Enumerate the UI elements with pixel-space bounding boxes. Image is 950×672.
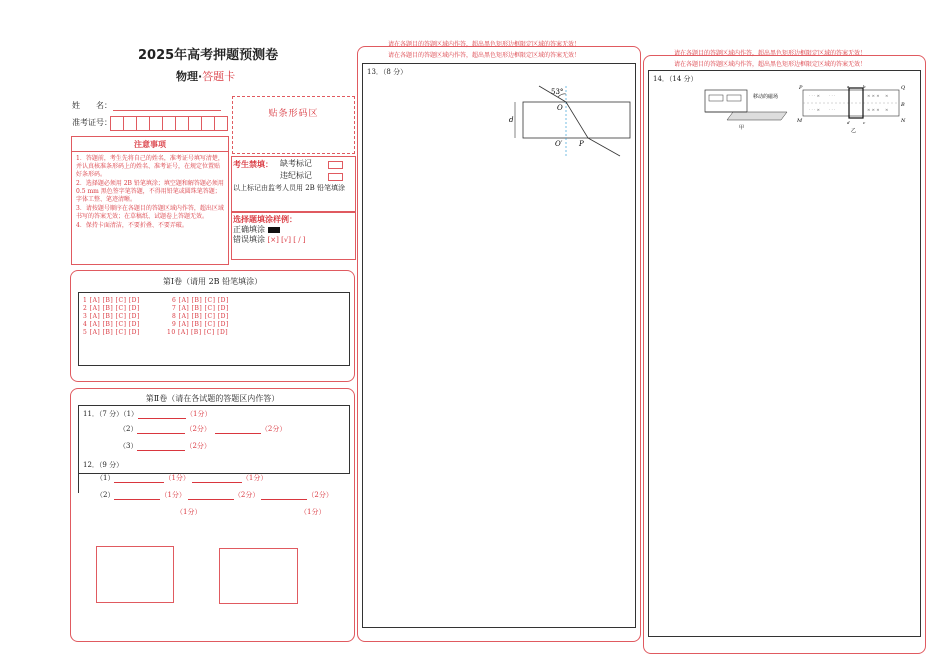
answer-card-label: 答题卡 <box>202 70 236 83</box>
notice-item-1: 1．答题前，考生先将自己的姓名，准考证号填写清楚，并认真核准条形码上的姓名、准考证号，在规定位置贴好条形码。 <box>76 155 224 178</box>
name-label: 姓 名： <box>72 101 112 110</box>
part1-title: 第Ⅰ卷（请用 2B 铅笔填涂） <box>162 277 263 286</box>
choice-row[interactable]: 9 [A] [B] [C] [D] <box>172 321 229 328</box>
q11-sub3: （3） <box>119 442 138 450</box>
q13-figure <box>505 84 635 160</box>
point-label: c <box>863 120 866 125</box>
violation-mark-box[interactable] <box>328 173 343 181</box>
fig-b-label: 乙 <box>851 128 857 134</box>
correct-fill-sample <box>268 227 280 233</box>
choice-row[interactable]: 7 [A] [B] [C] [D] <box>172 305 229 312</box>
id-number-boxes[interactable] <box>110 116 228 131</box>
q12-points-3: （1分） <box>160 491 186 499</box>
subject-line <box>176 68 235 84</box>
notice-item-4: 4．保持卡面清洁，不要折叠、不要弄破。 <box>76 222 188 229</box>
warning-top-2: 请在各题目的答题区域内作答，超出黑色矩形边框限定区域的答案无效！ <box>388 52 581 59</box>
point-label: a <box>847 84 850 89</box>
q11-blank-1[interactable] <box>138 410 186 419</box>
svg-text:· · ·: · · · <box>829 107 836 112</box>
svg-text:× × ×: × × × <box>867 107 880 112</box>
choice-row[interactable]: 4 [A] [B] [C] [D] <box>83 321 140 328</box>
notice-title: 注意事项 <box>72 137 228 152</box>
svg-text:· · · ×: · · · × <box>809 107 820 112</box>
point-label: N <box>901 118 906 124</box>
warning-top-4: 请在各题目的答题区域内作答，超出黑色矩形边框限定区域的答案无效！ <box>674 61 867 68</box>
barcode-label: 贴条形码区 <box>268 109 319 119</box>
q12-points-6: （1分） <box>176 508 202 516</box>
moving-field-label: 移动的磁场 <box>753 94 779 100</box>
point-o-prime: O′ <box>555 140 563 148</box>
thickness-d: d <box>509 116 514 124</box>
q12-points-7: （1分） <box>300 508 326 516</box>
q12-blank-2[interactable] <box>192 474 242 483</box>
warning-top-3: 请在各题目的答题区域内作答，超出黑色矩形边框限定区域的答案无效！ <box>674 50 867 57</box>
notice-box <box>71 136 229 265</box>
emergent-ray <box>588 138 620 156</box>
barcode-area <box>232 96 355 154</box>
point-label: d <box>847 120 850 125</box>
q11-answer-area <box>78 405 350 474</box>
q12-left-border <box>78 473 79 493</box>
q12-points-2: （1分） <box>241 474 268 482</box>
q12-label: 12．（9 分） <box>83 461 124 469</box>
q11-sub2: （2） <box>119 425 138 433</box>
point-label: M <box>797 118 803 124</box>
q14-figure-b <box>797 84 907 134</box>
q11-blank-2[interactable] <box>137 425 185 434</box>
q12-sub1: （1） <box>96 474 115 482</box>
svg-text:· · · ×: · · · × <box>809 93 820 98</box>
point-o: O <box>557 104 563 112</box>
q11-points-3: （2分） <box>260 425 287 433</box>
svg-text:×: × <box>885 93 889 98</box>
q11-points-2: （2分） <box>185 425 211 433</box>
wrong-fill-label: 错误填涂 <box>233 235 265 244</box>
glass-slab <box>523 102 630 138</box>
point-label: P <box>799 85 803 91</box>
q11-blank-4[interactable] <box>137 442 185 451</box>
q14-figure-a <box>703 86 789 130</box>
violation-mark-label: 违纪标记 <box>280 171 312 180</box>
exam-ban-title: 考生禁填： <box>233 159 273 169</box>
q12-points-1: （1分） <box>164 474 190 482</box>
q11-points-1: （1分） <box>186 410 212 418</box>
fig-a-label: 甲 <box>739 125 745 130</box>
fill-example-title: 选择题填涂样例： <box>233 214 297 224</box>
warning-top-1: 请在各题目的答题区域内作答，超出黑色矩形边框限定区域的答案无效！ <box>388 41 581 48</box>
subject-label: 物理· <box>176 70 203 83</box>
absent-mark-box[interactable] <box>328 161 343 169</box>
svg-text:· · ·: · · · <box>829 93 836 98</box>
choice-row[interactable]: 3 [A] [B] [C] [D] <box>83 313 140 320</box>
page-title: 2025年高考押题预测卷 <box>138 48 279 63</box>
part2-title: 第Ⅱ卷（请在各试题的答题区内作答） <box>145 394 280 403</box>
q14-answer-area <box>648 70 921 637</box>
q14-label: 14．（14 分） <box>653 75 698 83</box>
notice-item-2: 2．选择题必须用 2B 铅笔填涂；填空题和解答题必须用 0.5 mm 黑色签字笔答题，不得用铅笔或圆珠笔答题；字体工整、笔迹清晰。 <box>76 180 224 203</box>
q12-blank-4[interactable] <box>188 491 234 500</box>
part1-choice-grid <box>78 292 350 366</box>
choice-row[interactable]: 10 [A] [B] [C] [D] <box>167 329 229 336</box>
choice-row[interactable]: 1 [A] [B] [C] [D] <box>83 297 140 304</box>
choice-row[interactable]: 2 [A] [B] [C] [D] <box>83 305 140 312</box>
choice-row[interactable]: 5 [A] [B] [C] [D] <box>83 329 140 336</box>
name-field[interactable] <box>113 110 221 111</box>
correct-fill-label: 正确填涂 <box>233 225 265 234</box>
svg-text:× × ×: × × × <box>867 93 880 98</box>
id-label: 准考证号： <box>72 118 112 127</box>
angle-label: 53° <box>551 88 564 96</box>
notice-item-3: 3．请按题号顺序在各题目的答题区域内作答，超出区域书写的答案无效；在草稿纸、试题卷上答题无效。 <box>76 205 224 220</box>
q12-draw-box-2[interactable] <box>219 548 298 604</box>
q12-sub2: （2） <box>96 491 115 499</box>
point-label: b <box>863 84 866 89</box>
wrong-fill-samples: [×] [√] [ / ] <box>267 236 306 244</box>
q12-points-5: （2分） <box>307 491 333 499</box>
q12-blank-1[interactable] <box>114 474 164 483</box>
point-label: Q <box>901 85 906 91</box>
field-b-label: B <box>901 102 905 108</box>
exam-ban-note: 以上标记由监考人员用 2B 铅笔填涂 <box>233 184 346 192</box>
q12-blank-3[interactable] <box>114 491 160 500</box>
exam-ban-box <box>231 156 356 212</box>
q12-blank-5[interactable] <box>261 491 307 500</box>
fill-example-box <box>231 212 356 260</box>
refracted-ray <box>566 102 588 138</box>
svg-text:×: × <box>885 107 889 112</box>
q11-blank-3[interactable] <box>215 425 261 434</box>
q13-label: 13．（8 分） <box>367 68 408 76</box>
q12-points-4: （2分） <box>233 491 260 499</box>
absent-mark-label: 缺考标记 <box>280 159 312 168</box>
track-plate <box>727 112 787 120</box>
q11-label: 11．（7 分） <box>83 410 124 418</box>
choice-row[interactable]: 8 [A] [B] [C] [D] <box>172 313 229 320</box>
q12-draw-box-1[interactable] <box>96 546 174 603</box>
choice-row[interactable]: 6 [A] [B] [C] [D] <box>172 297 229 304</box>
q11-points-4: （2分） <box>185 442 211 450</box>
point-p: P <box>579 140 584 148</box>
q11-sub1: （1） <box>123 410 139 418</box>
